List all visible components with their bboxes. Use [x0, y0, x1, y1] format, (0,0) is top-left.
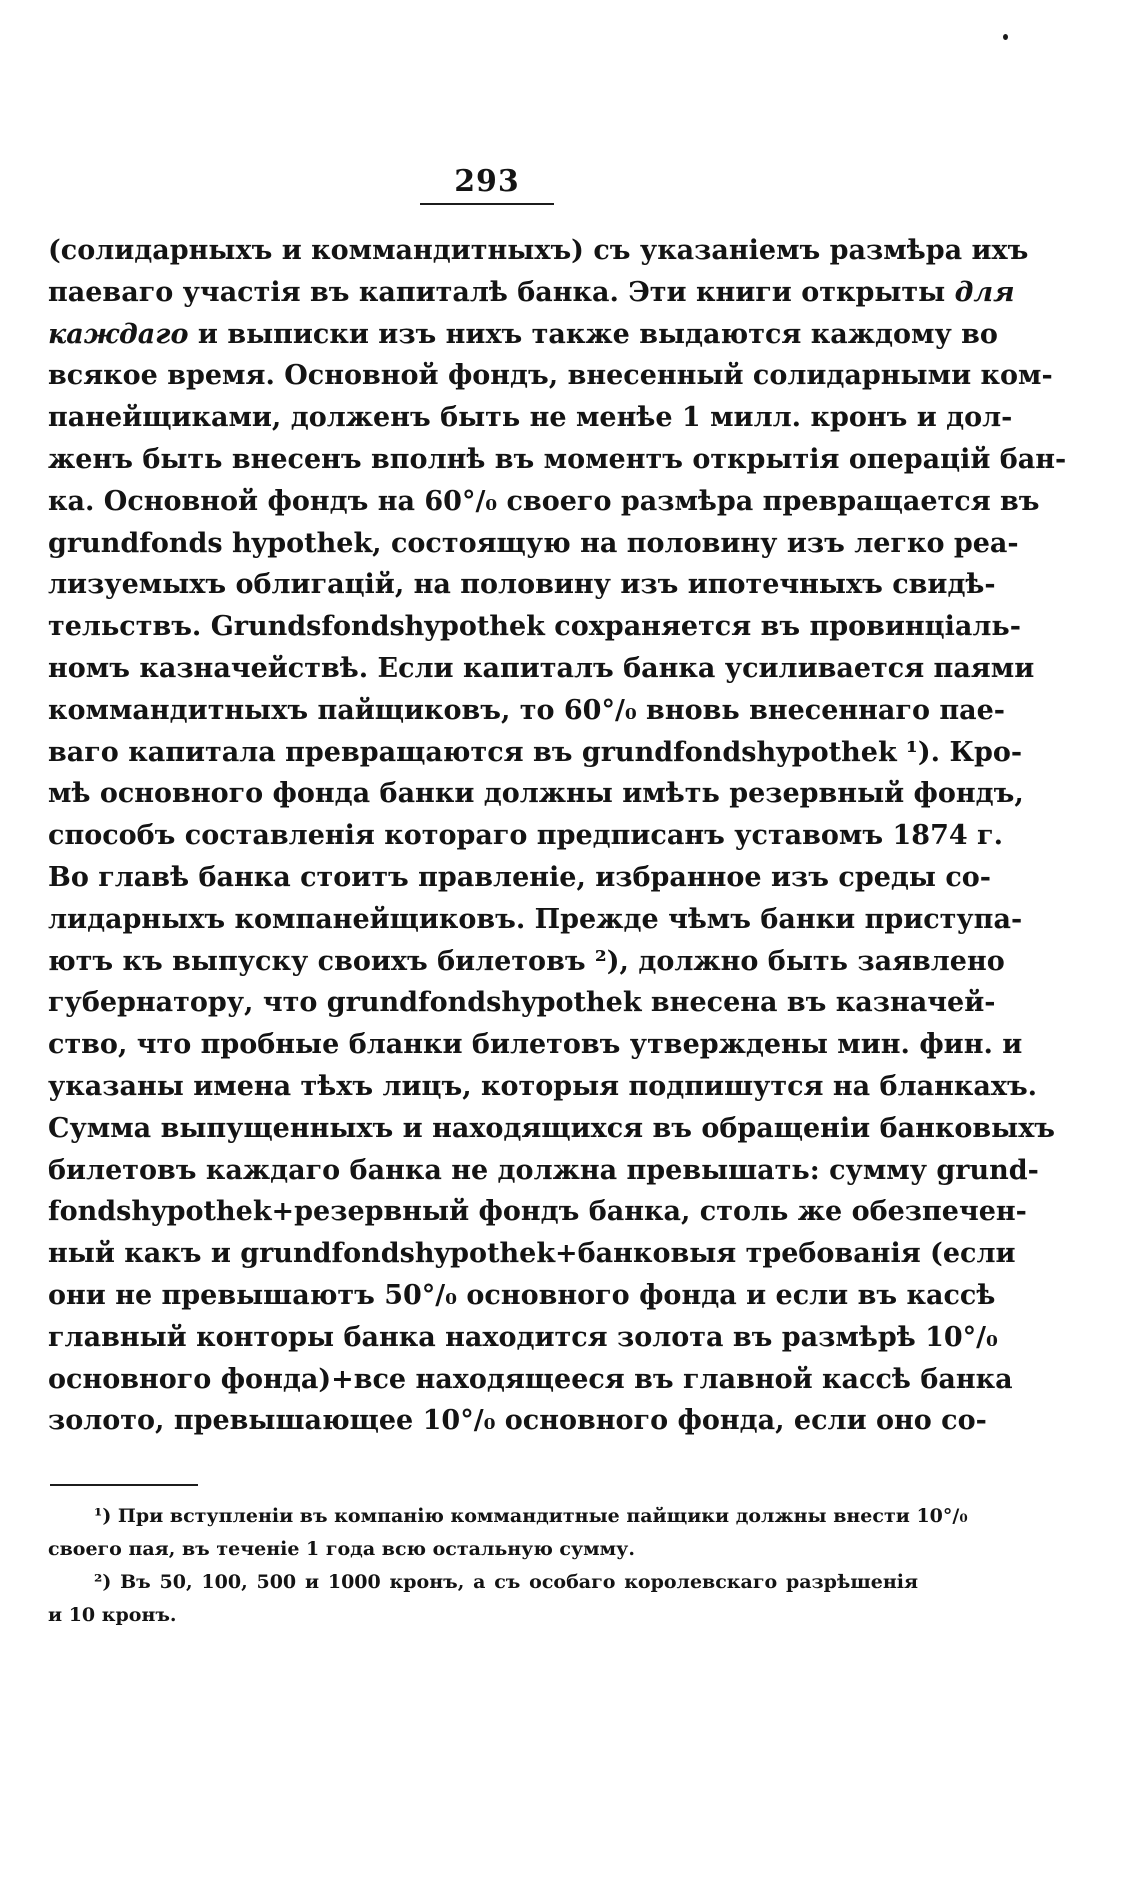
footnote-rule — [50, 1484, 198, 1486]
text-line-part: и выписки изъ нихъ также выдаются каждому во — [197, 318, 998, 350]
text-line: панейщиками, долженъ быть не менѣе 1 милл. кронъ и дол- — [48, 402, 1013, 434]
footnote-line: ²) Въ 50, 100, 500 и 1000 кронъ, а съ особаго королевскаго разрѣшенія — [94, 1571, 918, 1593]
text-line — [48, 314, 998, 356]
ink-speck — [1003, 34, 1008, 40]
text-line: мѣ основного фонда банки должны имѣть резервный фондъ, — [48, 778, 1024, 810]
italic-word: каждаго — [48, 318, 189, 350]
text-line: лидарныхъ компанейщиковъ. Прежде чѣмъ банки приступа- — [48, 903, 1023, 935]
text-line: ваго капитала превращаются въ grundfondshypothek ¹). Кро- — [48, 736, 1023, 768]
text-line: Во главѣ банка стоитъ правленіе, избранное изъ среды со- — [48, 861, 991, 893]
text-line: ютъ къ выпуску своихъ билетовъ ²), должно быть заявлено — [48, 945, 1005, 977]
footnote-line: ¹) При вступленіи въ компанію коммандитные пайщики должны внести 10°/₀ — [94, 1505, 968, 1527]
main-text — [48, 230, 1067, 1442]
text-line — [48, 272, 1015, 314]
page-number: 293 — [454, 164, 520, 199]
text-line: основного фонда)+все находящееся въ главной кассѣ банка — [48, 1363, 1013, 1395]
text-line: способъ составленія котораго предписанъ уставомъ 1874 г. — [48, 820, 1003, 852]
text-line: grundfonds hypothek, состоящую на половину изъ легко реа- — [48, 527, 1019, 559]
text-line: указаны имена тѣхъ лицъ, которыя подпишутся на бланкахъ. — [48, 1070, 1038, 1102]
text-line: главный конторы банка находится золота въ размѣрѣ 10°/₀ — [48, 1321, 998, 1353]
text-line: золото, превышающее 10°/₀ основного фонда, если оно со- — [48, 1405, 987, 1437]
italic-word: для — [954, 276, 1015, 308]
text-line: (солидарныхъ и коммандитныхъ) съ указаніемъ размѣра ихъ — [48, 235, 1029, 266]
text-line: губернатору, что grundfondshypothek внесена въ казначей- — [48, 987, 996, 1019]
page-number-rule — [420, 203, 554, 205]
text-line: fondshypothek+резервный фондъ банка, столь же обезпечен- — [48, 1196, 1027, 1228]
text-line-part: паеваго участія въ капиталѣ банка. Эти книги открыты — [48, 276, 946, 308]
text-line: тельствъ. Grundsfondshypothek сохраняется въ провинціаль- — [48, 611, 1021, 643]
text-line: ка. Основной фондъ на 60°/₀ своего размѣра превращается въ — [48, 485, 1040, 517]
text-line: билетовъ каждаго банка не должна превышать: сумму grund- — [48, 1154, 1039, 1186]
footnote-line: своего пая, въ теченіе 1 года всю остальную сумму. — [48, 1538, 635, 1560]
text-line: ный какъ и grundfondshypothek+банковыя требованія (если — [48, 1238, 1016, 1270]
text-line: ство, что пробные бланки билетовъ утверждены мин. фин. и — [48, 1029, 1023, 1061]
text-line: лизуемыхъ облигацій, на половину изъ ипотечныхъ свидѣ- — [48, 569, 996, 601]
text-line: коммандитныхъ пайщиковъ, то 60°/₀ вновь внесеннаго пае- — [48, 694, 1006, 726]
text-line: номъ казначействѣ. Если капиталъ банка усиливается паями — [48, 652, 1035, 684]
text-line: женъ быть внесенъ вполнѣ въ моментъ открытія операцій бан- — [48, 443, 1067, 475]
footnote-line: и 10 кронъ. — [48, 1604, 177, 1626]
footnotes — [48, 1500, 968, 1632]
text-line: они не превышаютъ 50°/₀ основного фонда и если въ кассѣ — [48, 1279, 996, 1311]
text-line: всякое время. Основной фондъ, внесенный солидарными ком- — [48, 360, 1053, 392]
text-line: Сумма выпущенныхъ и находящихся въ обращеніи банковыхъ — [48, 1112, 1056, 1144]
